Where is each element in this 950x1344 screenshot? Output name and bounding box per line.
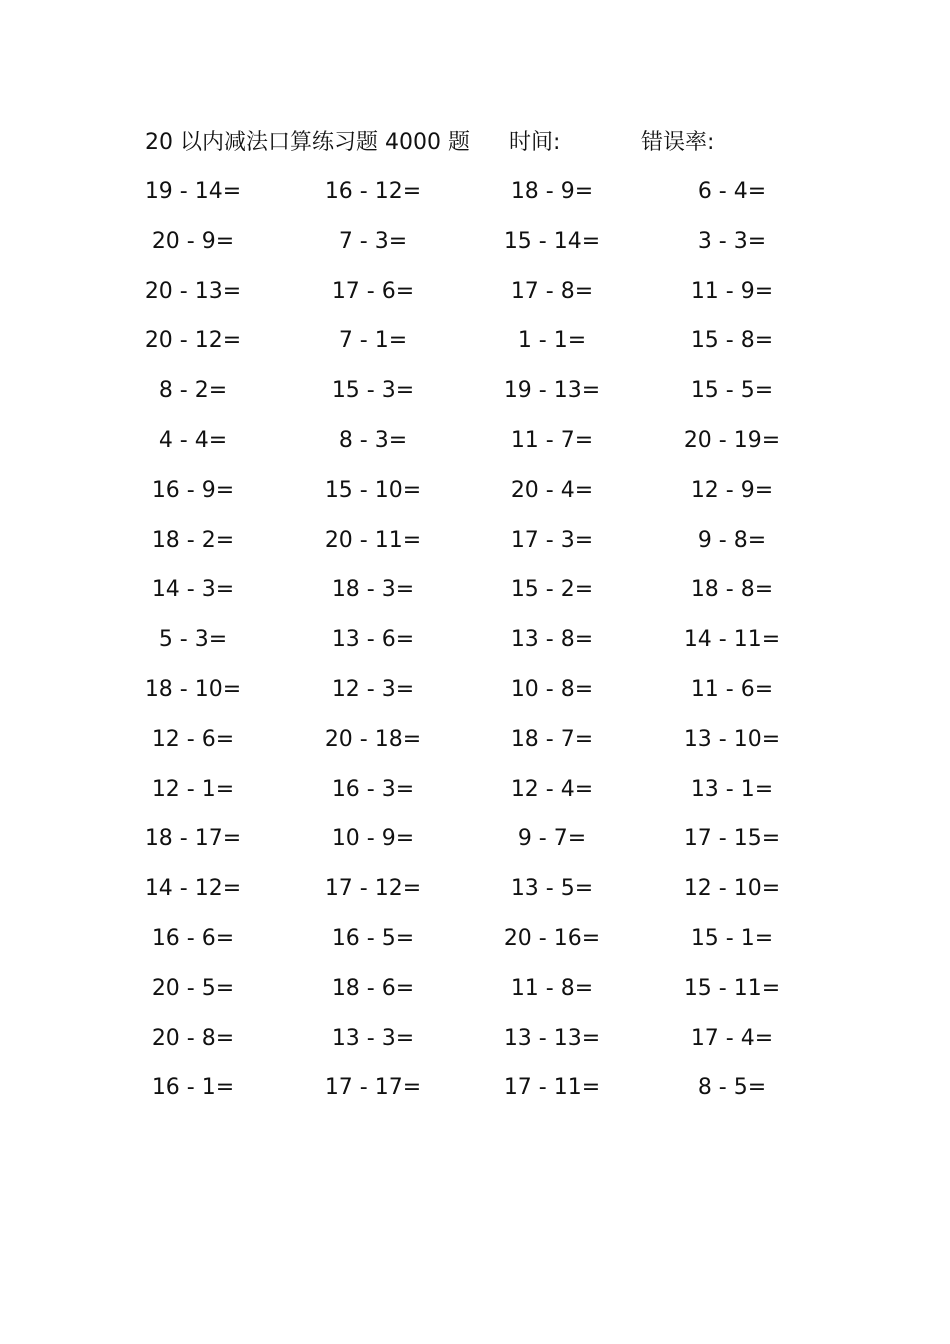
problem-item: 18 - 8= [690, 577, 774, 603]
problem-item: 15 - 14= [503, 228, 601, 254]
problem-item: 12 - 9= [690, 477, 774, 503]
time-label: 时间: [509, 130, 561, 155]
problem-row [0, 722, 950, 772]
problem-row [0, 423, 950, 473]
problem-item: 20 - 18= [324, 726, 422, 752]
problem-item: 13 - 6= [331, 627, 415, 653]
problem-item: 8 - 5= [697, 1075, 767, 1101]
problem-item: 16 - 6= [151, 925, 235, 951]
problem-row [0, 1021, 950, 1071]
problem-item: 18 - 2= [151, 527, 235, 553]
problem-item: 20 - 12= [144, 328, 242, 354]
problem-row [0, 473, 950, 523]
problem-item: 15 - 11= [683, 975, 781, 1001]
problem-item: 17 - 15= [683, 826, 781, 852]
problem-item: 13 - 10= [683, 726, 781, 752]
problem-item: 18 - 9= [510, 179, 594, 204]
problem-item: 11 - 6= [690, 676, 774, 702]
problem-row [0, 174, 950, 224]
problem-row [0, 622, 950, 672]
problem-row [0, 821, 950, 871]
problem-row [0, 672, 950, 722]
problem-item: 4 - 4= [158, 427, 228, 453]
problem-item: 16 - 12= [324, 179, 422, 204]
problem-item: 7 - 1= [338, 328, 408, 354]
problem-row [0, 971, 950, 1021]
problem-item: 16 - 3= [331, 776, 415, 802]
problem-item: 14 - 3= [151, 577, 235, 603]
problem-item: 11 - 7= [510, 427, 594, 453]
problem-item: 18 - 10= [144, 676, 242, 702]
problem-item: 9 - 7= [517, 826, 587, 852]
problem-row [0, 323, 950, 373]
problem-item: 15 - 3= [331, 378, 415, 404]
problem-item: 13 - 5= [510, 876, 594, 902]
worksheet-title: 20 以内减法口算练习题 4000 题 [145, 130, 470, 155]
problem-item: 17 - 3= [510, 527, 594, 553]
problem-row [0, 1070, 950, 1120]
problem-item: 20 - 5= [151, 975, 235, 1001]
problem-row [0, 572, 950, 622]
problem-item: 16 - 5= [331, 925, 415, 951]
problem-item: 19 - 14= [144, 179, 242, 204]
problem-row [0, 224, 950, 274]
problem-row [0, 871, 950, 921]
problem-item: 17 - 4= [690, 1025, 774, 1051]
problem-item: 20 - 11= [324, 527, 422, 553]
problem-item: 8 - 3= [338, 427, 408, 453]
problem-item: 12 - 1= [151, 776, 235, 802]
problem-item: 7 - 3= [338, 228, 408, 254]
problem-item: 9 - 8= [697, 527, 767, 553]
problem-item: 12 - 4= [510, 776, 594, 802]
problem-item: 3 - 3= [697, 228, 767, 254]
problem-row [0, 373, 950, 423]
problem-item: 15 - 10= [324, 477, 422, 503]
problem-item: 10 - 8= [510, 676, 594, 702]
problem-item: 12 - 3= [331, 676, 415, 702]
problem-item: 18 - 17= [144, 826, 242, 852]
problem-item: 18 - 3= [331, 577, 415, 603]
problem-row [0, 921, 950, 971]
problem-item: 20 - 8= [151, 1025, 235, 1051]
problem-item: 8 - 2= [158, 378, 228, 404]
problem-item: 12 - 6= [151, 726, 235, 752]
problem-item: 20 - 16= [503, 925, 601, 951]
problem-item: 5 - 3= [158, 627, 228, 653]
problem-grid [0, 174, 950, 1120]
problem-row [0, 274, 950, 324]
problem-item: 17 - 17= [324, 1075, 422, 1101]
problem-row [0, 523, 950, 573]
problem-item: 11 - 8= [510, 975, 594, 1001]
error-rate-label: 错误率: [641, 130, 715, 155]
problem-item: 12 - 10= [683, 876, 781, 902]
problem-item: 16 - 9= [151, 477, 235, 503]
problem-item: 15 - 1= [690, 925, 774, 951]
problem-item: 13 - 8= [510, 627, 594, 653]
problem-item: 13 - 13= [503, 1025, 601, 1051]
problem-item: 17 - 8= [510, 278, 594, 304]
problem-item: 16 - 1= [151, 1075, 235, 1101]
problem-item: 18 - 6= [331, 975, 415, 1001]
problem-item: 19 - 13= [503, 378, 601, 404]
problem-item: 17 - 12= [324, 876, 422, 902]
problem-item: 20 - 13= [144, 278, 242, 304]
problem-item: 13 - 3= [331, 1025, 415, 1051]
problem-item: 13 - 1= [690, 776, 774, 802]
problem-item: 17 - 11= [503, 1075, 601, 1101]
problem-item: 20 - 19= [683, 427, 781, 453]
problem-item: 1 - 1= [517, 328, 587, 354]
problem-item: 20 - 9= [151, 228, 235, 254]
problem-row [0, 772, 950, 822]
problem-item: 14 - 12= [144, 876, 242, 902]
problem-item: 15 - 5= [690, 378, 774, 404]
problem-item: 20 - 4= [510, 477, 594, 503]
problem-item: 11 - 9= [690, 278, 774, 304]
problem-item: 15 - 2= [510, 577, 594, 603]
worksheet-header [145, 126, 845, 160]
problem-item: 18 - 7= [510, 726, 594, 752]
problem-item: 15 - 8= [690, 328, 774, 354]
problem-item: 14 - 11= [683, 627, 781, 653]
problem-item: 17 - 6= [331, 278, 415, 304]
problem-item: 6 - 4= [697, 179, 767, 204]
problem-item: 10 - 9= [331, 826, 415, 852]
